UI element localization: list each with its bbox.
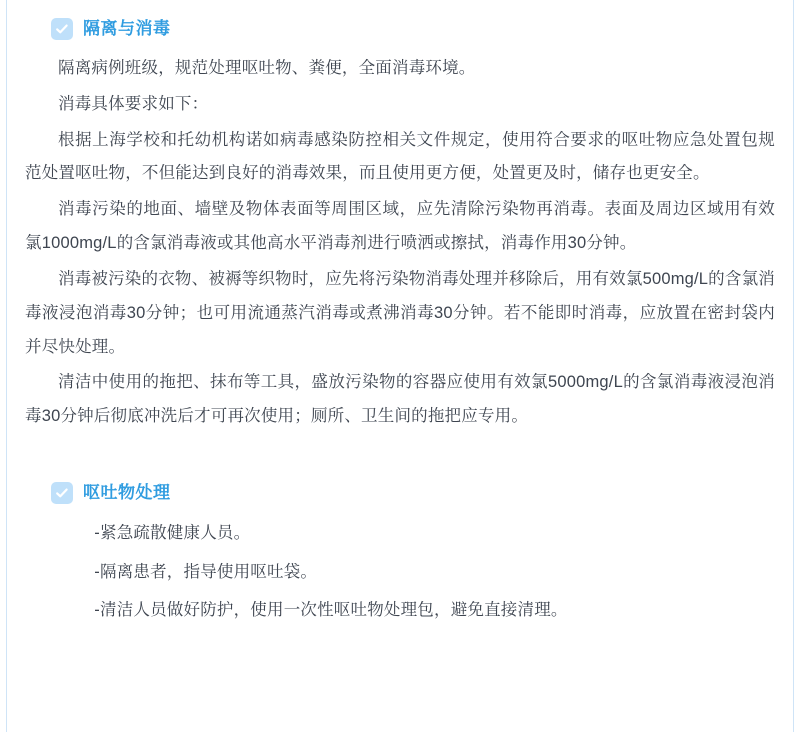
list-item: -清洁人员做好防护，使用一次性呕吐物处理包，避免直接清理。 [94,601,568,620]
list-item: -紧急疏散健康人员。 [94,523,251,542]
check-circle-icon [51,18,73,40]
section-header [51,18,775,40]
document-content [7,0,793,732]
paragraph: 消毒被污染的衣物、被褥等织物时，应先将污染物消毒处理并移除后，用有效氯500mg/L的含氯消毒液浸泡消毒30分钟；也可用流通蒸汽消毒或煮沸消毒30分钟。若不能即时消毒，应放置在密封袋内并尽快处理。 [25,269,775,356]
section-header [51,482,775,504]
check-circle-icon [51,482,73,504]
section-title: 隔离与消毒 [83,18,171,38]
section-vomit-handling [25,482,775,628]
right-edge-rule [793,0,794,732]
paragraph: 消毒具体要求如下： [58,94,209,113]
paragraph: 隔离病例班级，规范处理呕吐物、粪便，全面消毒环境。 [58,59,476,77]
paragraph: 消毒污染的地面、墙壁及物体表面等周围区域，应先清除污染物再消毒。表面及周边区域用有效氯1000mg/L的含氯消毒液或其他高水平消毒剂进行喷洒或擦拭，消毒作用30分钟。 [25,200,775,253]
paragraph: 清洁中使用的拖把、抹布等工具，盛放污染物的容器应使用有效氯5000mg/L的含氯消毒液浸泡消毒30分钟后彻底冲洗后才可再次使用；厕所、卫生间的拖把应专用。 [25,373,775,426]
section-isolation-disinfection [25,18,775,434]
section-spacer [25,440,775,474]
paragraph: 根据上海学校和托幼机构诺如病毒感染防控相关文件规定，使用符合要求的呕吐物应急处置包规范处置呕吐物，不但能达到良好的消毒效果，而且使用更方便，处置更及时，储存也更安全。 [25,130,775,183]
section-title: 呕吐物处理 [83,482,171,502]
list-item: -隔离患者，指导使用呕吐袋。 [94,562,318,581]
